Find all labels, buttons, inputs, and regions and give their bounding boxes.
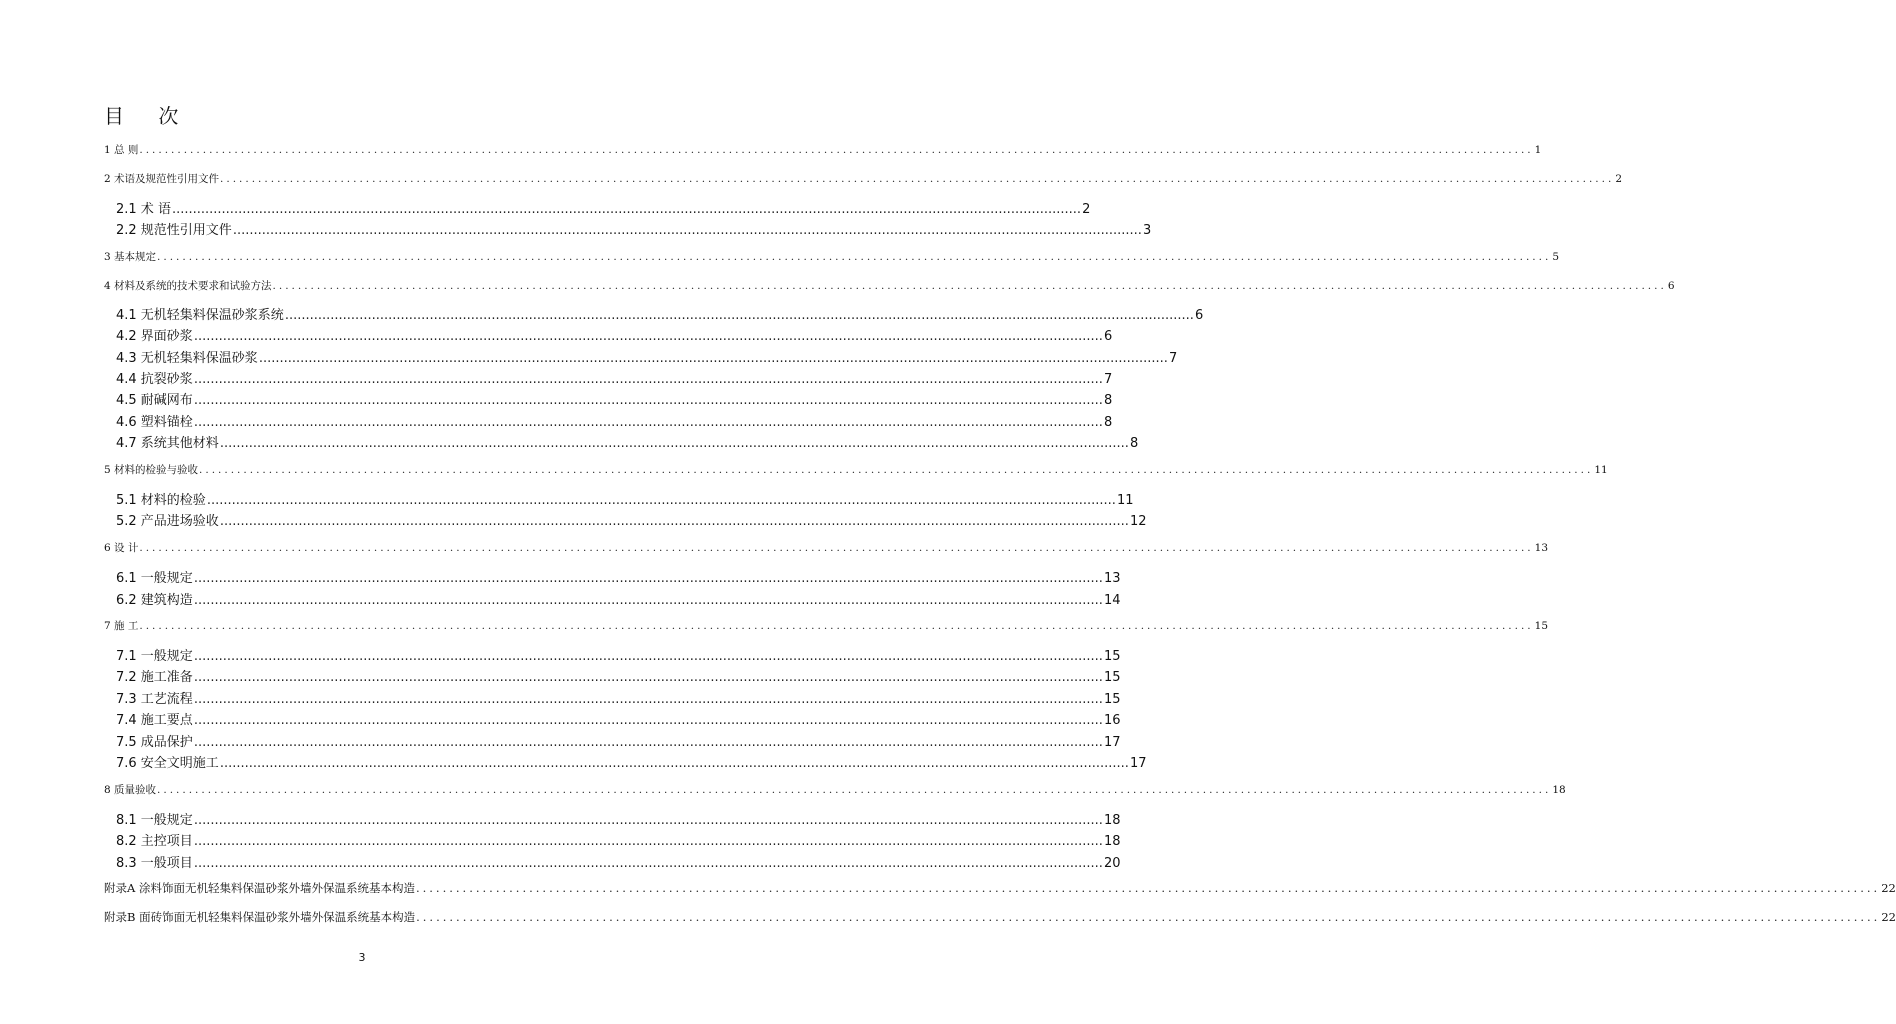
toc-leader: ............................................................................................................................................................................................................................ bbox=[199, 464, 1594, 476]
toc-entry-page: 2 bbox=[1082, 202, 1091, 217]
toc-entry-label: 4.2 界面砂浆 bbox=[116, 329, 193, 344]
toc-entry[interactable] bbox=[104, 880, 1896, 896]
toc-entry-page: 1 bbox=[1534, 144, 1542, 156]
toc-entry-page: 8 bbox=[1103, 415, 1113, 430]
toc-leader: ............................................................................................................................................................................................................................ bbox=[171, 202, 1082, 217]
toc-entry-page: 15 bbox=[1103, 670, 1121, 685]
toc-entry-label: 7.5 成品保护 bbox=[116, 735, 193, 750]
toc-entry[interactable] bbox=[116, 219, 1152, 238]
toc-entry-label: 2.1 术 语 bbox=[116, 202, 171, 217]
toc-leader: ............................................................................................................................................................................................................................ bbox=[258, 351, 1168, 366]
toc-leader: ............................................................................................................................................................................................................................ bbox=[219, 514, 1129, 529]
toc-entry[interactable] bbox=[116, 830, 1121, 849]
toc-entry[interactable] bbox=[116, 852, 1121, 871]
toc-leader: ............................................................................................................................................................................................................................ bbox=[193, 393, 1103, 408]
toc-entry-label: 4.3 无机轻集料保温砂浆 bbox=[116, 351, 258, 366]
toc-entry[interactable] bbox=[116, 432, 1139, 451]
toc-entry[interactable] bbox=[104, 278, 1675, 293]
toc-entry-label: 8.3 一般项目 bbox=[116, 856, 193, 871]
toc-entry[interactable] bbox=[104, 171, 1623, 186]
toc-entry-label: 8.1 一般规定 bbox=[116, 813, 193, 828]
toc-entry-label: 附录A 涂料饰面无机轻集料保温砂浆外墙外保温系统基本构造 bbox=[104, 881, 415, 895]
toc-entry-label: 6.2 建筑构造 bbox=[116, 593, 193, 608]
toc-entry[interactable] bbox=[104, 540, 1549, 555]
toc-leader: ............................................................................................................................................................................................................................ bbox=[416, 910, 1881, 924]
toc-entry-page: 17 bbox=[1103, 735, 1121, 750]
toc-leader: ............................................................................................................................................................................................................................ bbox=[193, 593, 1103, 608]
toc-entry-page: 17 bbox=[1129, 756, 1147, 771]
toc-leader: ............................................................................................................................................................................................................................ bbox=[193, 670, 1103, 685]
toc-leader: ............................................................................................................................................................................................................................ bbox=[139, 620, 1534, 632]
toc-entry-page: 11 bbox=[1116, 493, 1134, 508]
page-number: 3 bbox=[358, 951, 366, 964]
toc-leader: ............................................................................................................................................................................................................................ bbox=[193, 372, 1103, 387]
toc-entry-page: 22 bbox=[1881, 881, 1896, 895]
toc-entry-page: 15 bbox=[1103, 692, 1121, 707]
toc-leader: ............................................................................................................................................................................................................................ bbox=[193, 713, 1103, 728]
toc-entry-label: 4.6 塑料锚栓 bbox=[116, 415, 193, 430]
toc-entry-label: 4.1 无机轻集料保温砂浆系统 bbox=[116, 308, 284, 323]
toc-entry[interactable] bbox=[116, 666, 1121, 685]
toc-entry[interactable] bbox=[116, 304, 1204, 323]
toc-leader: ............................................................................................................................................................................................................................ bbox=[193, 834, 1103, 849]
toc-entry-label: 5.1 材料的检验 bbox=[116, 493, 206, 508]
toc-entry-page: 5 bbox=[1552, 251, 1560, 263]
toc-leader: ............................................................................................................................................................................................................................ bbox=[157, 251, 1552, 263]
toc-entry-label: 4.5 耐碱网布 bbox=[116, 393, 193, 408]
toc-entry[interactable] bbox=[104, 142, 1542, 157]
toc-entry[interactable] bbox=[116, 198, 1091, 217]
toc-entry-label: 7.4 施工要点 bbox=[116, 713, 193, 728]
toc-leader: ............................................................................................................................................................................................................................ bbox=[219, 756, 1129, 771]
toc-leader: ............................................................................................................................................................................................................................ bbox=[193, 692, 1103, 707]
toc-entry-page: 14 bbox=[1103, 593, 1121, 608]
toc-entry[interactable] bbox=[104, 249, 1560, 264]
toc-leader: ............................................................................................................................................................................................................................ bbox=[415, 881, 1881, 895]
toc-entry[interactable] bbox=[116, 489, 1134, 508]
toc-leader: ............................................................................................................................................................................................................................ bbox=[193, 649, 1103, 664]
toc-leader: ............................................................................................................................................................................................................................ bbox=[193, 735, 1103, 750]
toc-entry[interactable] bbox=[116, 567, 1121, 586]
toc-entry-page: 13 bbox=[1534, 542, 1549, 554]
toc-entry-label: 8 质量验收 bbox=[104, 784, 157, 796]
toc-entry-page: 20 bbox=[1103, 856, 1121, 871]
toc-leader: ............................................................................................................................................................................................................................ bbox=[284, 308, 1194, 323]
toc-leader: ............................................................................................................................................................................................................................ bbox=[193, 415, 1103, 430]
toc-entry-page: 16 bbox=[1103, 713, 1121, 728]
toc-entry-page: 15 bbox=[1103, 649, 1121, 664]
toc-entry[interactable] bbox=[116, 368, 1113, 387]
toc-entry-label: 4.4 抗裂砂浆 bbox=[116, 372, 193, 387]
toc-entry-page: 6 bbox=[1667, 280, 1675, 292]
toc-leader: ............................................................................................................................................................................................................................ bbox=[157, 784, 1552, 796]
toc-entry-page: 7 bbox=[1103, 372, 1113, 387]
toc-entry[interactable] bbox=[116, 589, 1121, 608]
toc-entry-page: 3 bbox=[1142, 223, 1152, 238]
toc-entry-page: 7 bbox=[1168, 351, 1178, 366]
toc-entry[interactable] bbox=[116, 731, 1121, 750]
toc-entry-page: 2 bbox=[1615, 173, 1623, 185]
toc-entry-page: 6 bbox=[1103, 329, 1113, 344]
toc-entry-label: 附录B 面砖饰面无机轻集料保温砂浆外墙外保温系统基本构造 bbox=[104, 910, 416, 924]
toc-entry-label: 2 术语及规范性引用文件 bbox=[104, 173, 220, 185]
toc-entry-page: 18 bbox=[1103, 834, 1121, 849]
toc-entry-label: 7.2 施工准备 bbox=[116, 670, 193, 685]
toc-entry-label: 7.3 工艺流程 bbox=[116, 692, 193, 707]
toc-entry-label: 4 材料及系统的技术要求和试验方法 bbox=[104, 280, 272, 292]
toc-leader: ............................................................................................................................................................................................................................ bbox=[219, 436, 1129, 451]
toc-entry-label: 4.7 系统其他材料 bbox=[116, 436, 219, 451]
toc-leader: ............................................................................................................................................................................................................................ bbox=[193, 856, 1103, 871]
toc-leader: ............................................................................................................................................................................................................................ bbox=[232, 223, 1142, 238]
toc-entry-label: 1 总 则 bbox=[104, 144, 139, 156]
toc-entry-page: 11 bbox=[1594, 464, 1608, 476]
toc-entry-page: 13 bbox=[1103, 571, 1121, 586]
toc-leader: ............................................................................................................................................................................................................................ bbox=[193, 329, 1103, 344]
toc-entry-page: 12 bbox=[1129, 514, 1147, 529]
toc-entry-page: 15 bbox=[1534, 620, 1549, 632]
toc-entry[interactable] bbox=[116, 752, 1147, 771]
toc-entry-label: 6 设 计 bbox=[104, 542, 139, 554]
toc-entry[interactable] bbox=[116, 411, 1113, 430]
toc-entry-label: 5 材料的检验与验收 bbox=[104, 464, 199, 476]
toc-entry-label: 5.2 产品进场验收 bbox=[116, 514, 219, 529]
toc-entry[interactable] bbox=[116, 510, 1147, 529]
toc-leader: ............................................................................................................................................................................................................................ bbox=[139, 542, 1534, 554]
toc-leader: ............................................................................................................................................................................................................................ bbox=[220, 173, 1615, 185]
toc-entry-label: 6.1 一般规定 bbox=[116, 571, 193, 586]
toc-entry[interactable] bbox=[116, 809, 1121, 828]
toc-leader: ............................................................................................................................................................................................................................ bbox=[193, 813, 1103, 828]
toc-entry[interactable] bbox=[116, 325, 1113, 344]
toc-entry-page: 18 bbox=[1103, 813, 1121, 828]
toc-entry[interactable] bbox=[104, 782, 1566, 797]
toc-entry-label: 7 施 工 bbox=[104, 620, 139, 632]
toc-entry-page: 8 bbox=[1103, 393, 1113, 408]
toc-entry[interactable] bbox=[116, 688, 1121, 707]
toc-entry-label: 2.2 规范性引用文件 bbox=[116, 223, 232, 238]
toc-entry-label: 8.2 主控项目 bbox=[116, 834, 193, 849]
toc-entry[interactable] bbox=[116, 709, 1121, 728]
toc-entry[interactable] bbox=[104, 618, 1549, 633]
toc-entry-label: 3 基本规定 bbox=[104, 251, 157, 263]
toc-entry-page: 18 bbox=[1552, 784, 1566, 796]
toc-entry-page: 6 bbox=[1194, 308, 1204, 323]
toc-entry-page: 8 bbox=[1129, 436, 1139, 451]
toc-entry-label: 7.6 安全文明施工 bbox=[116, 756, 219, 771]
toc-leader: ............................................................................................................................................................................................................................ bbox=[206, 493, 1116, 508]
toc-leader: ............................................................................................................................................................................................................................ bbox=[193, 571, 1103, 586]
toc-entry[interactable] bbox=[116, 645, 1121, 664]
toc-entry-page: 22 bbox=[1881, 910, 1896, 924]
toc-entry[interactable] bbox=[116, 347, 1178, 366]
toc-entry[interactable] bbox=[104, 909, 1896, 925]
toc-entry[interactable] bbox=[116, 389, 1113, 408]
toc-leader: ............................................................................................................................................................................................................................ bbox=[272, 280, 1667, 292]
toc-entry-label: 7.1 一般规定 bbox=[116, 649, 193, 664]
page-title: 目 次 bbox=[104, 104, 193, 128]
toc-leader: ............................................................................................................................................................................................................................ bbox=[139, 144, 1534, 156]
toc-entry[interactable] bbox=[104, 462, 1608, 477]
